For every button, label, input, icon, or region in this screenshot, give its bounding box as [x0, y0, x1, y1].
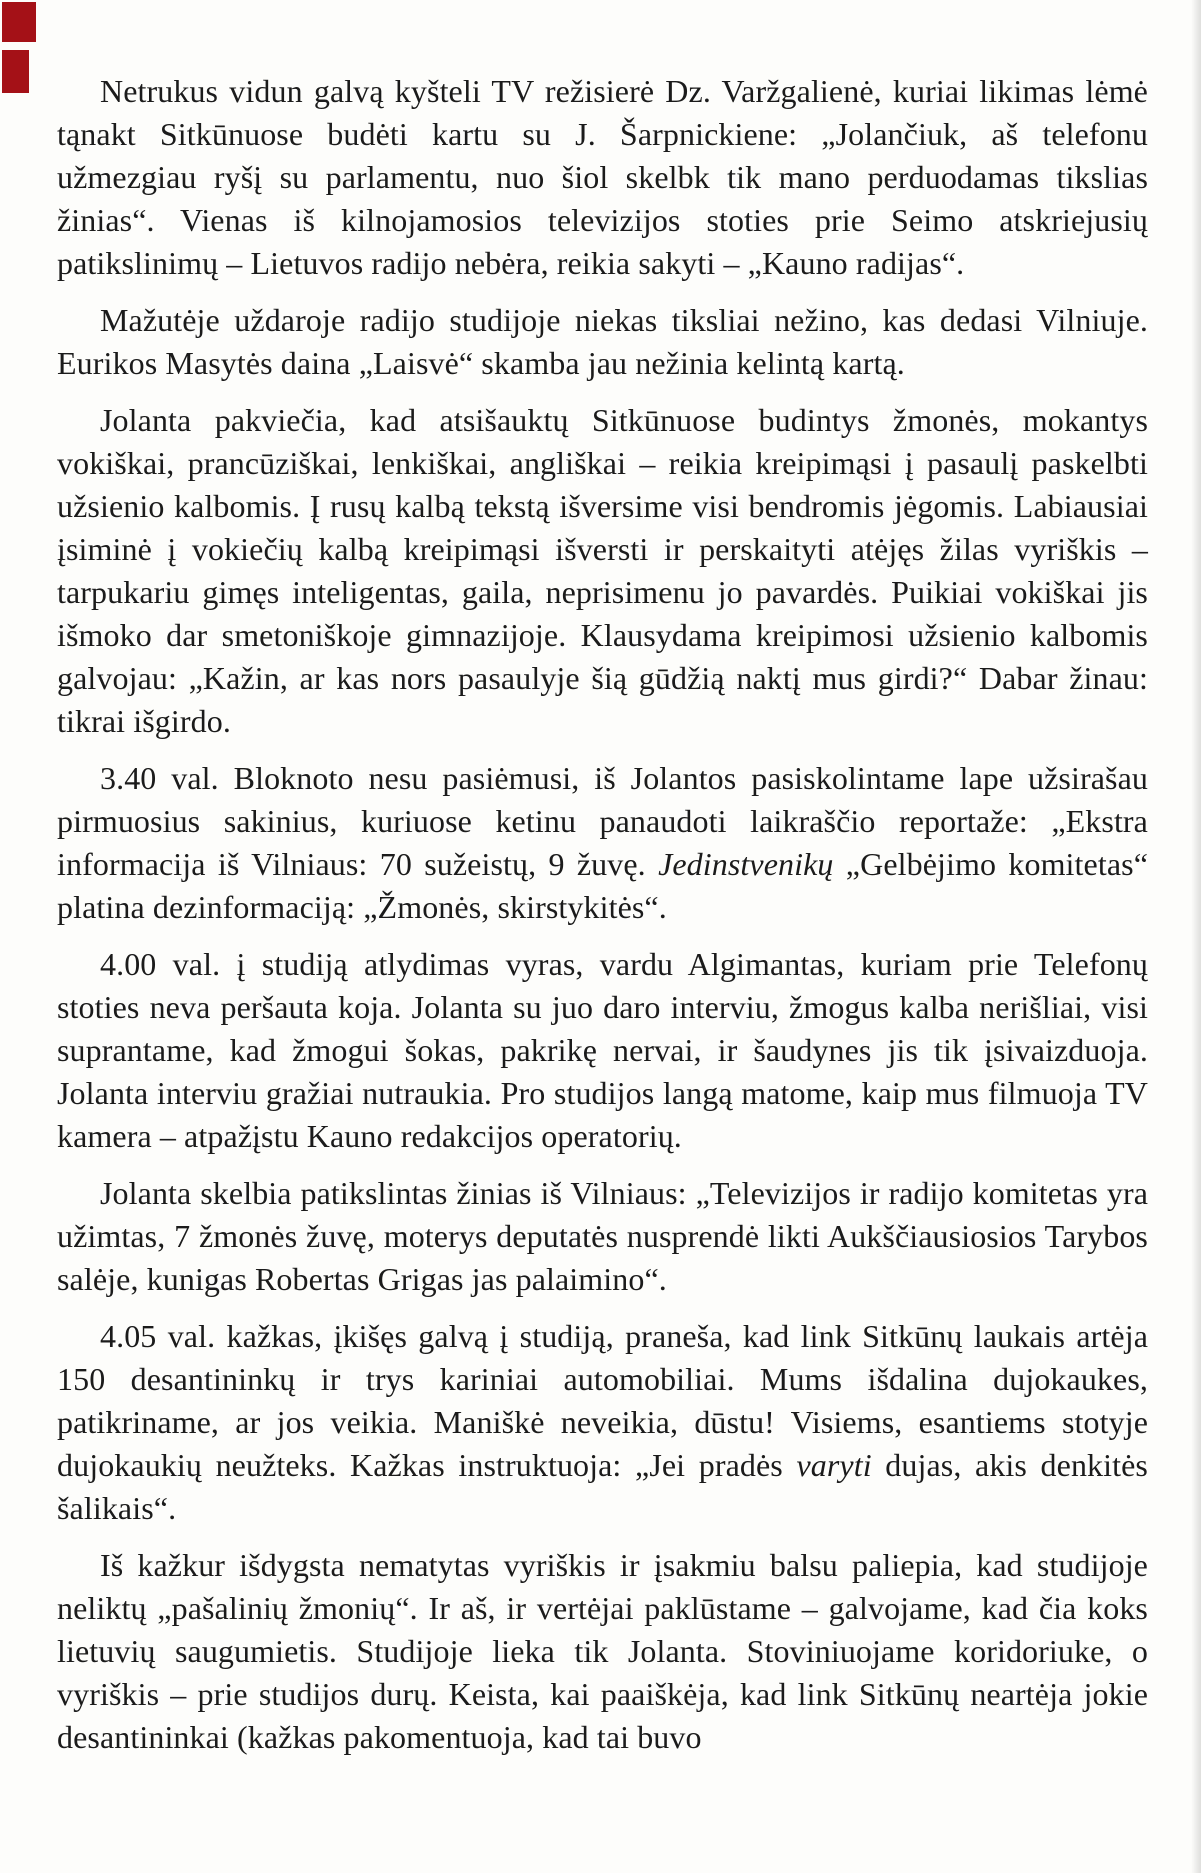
text-segment: 3.40 val. Bloknoto nesu pasiėmusi, iš Jolantos pasiskolintame lape užsirašau pirmuosius sakinius, kuriuose ketinu panaudoti laikraščio reportaže: „Ekstra informacija iš Vilniaus: 70 sužeistų, 9 žuvę. — [57, 760, 1148, 882]
paragraph — [57, 943, 1148, 1158]
paragraph — [57, 1315, 1148, 1530]
text-segment-italic: Jedinstvenikų — [658, 846, 834, 882]
text-segment: 4.05 val. kažkas, įkišęs galvą į studiją, praneša, kad link Sitkūnų laukais artėja 150 desantininkų ir trys kariniai automobiliai. Mums išdalina dujokaukes, patikriname, ar jos veikia. Maniškė neveikia, dūstu! Visiems, esantiems stotyje dujokaukių neužteks. Kažkas instruktuoja: „Jei pradės — [57, 1318, 1148, 1483]
scan-artifact-red-mark-bottom — [2, 50, 29, 93]
paragraph — [57, 1544, 1148, 1759]
text-segment: 4.00 val. į studiją atlydimas vyras, vardu Algimantas, kuriam prie Telefonų stoties neva peršauta koja. Jolanta su juo daro interviu, žmogus kalba nerišliai, visi suprantame, kad žmogui šokas, pakrikę nervai, ir šaudynes jis tik įsivaizduoja. Jolanta interviu gražiai nutraukia. Pro studijos langą matome, kaip mus filmuoja TV kamera – atpažįstu Kauno redakcijos operatorių. — [57, 946, 1148, 1154]
paragraph — [57, 1172, 1148, 1301]
text-segment: dujas, akis denkitės šalikais“. — [57, 1447, 1148, 1526]
scan-artifact-red-mark-top — [2, 2, 36, 42]
page-text — [57, 70, 1148, 1773]
paragraph — [57, 399, 1148, 743]
text-segment: Netrukus vidun galvą kyšteli TV režisierė Dz. Varžgalienė, kuriai likimas lėmė tąnakt Sitkūnuose budėti kartu su J. Šarpnickiene: „Jolančiuk, aš telefonu užmezgiau ryšį su parlamentu, nuo šiol skelbk tik mano perduodamas tikslias žinias“. Vienas iš kilnojamosios televizijos stoties prie Seimo atskriejusių patikslinimų – Lietuvos radijo nebėra, reikia sakyti – „Kauno radijas“. — [57, 73, 1148, 281]
paragraph — [57, 757, 1148, 929]
text-segment: „Gelbėjimo komitetas“ platina dezinformaciją: „Žmonės, skirstykitės“. — [57, 846, 1148, 925]
paragraph — [57, 70, 1148, 285]
text-segment: Mažutėje uždaroje radijo studijoje niekas tiksliai nežino, kas dedasi Vilniuje. Eurikos Masytės daina „Laisvė“ skamba jau nežinia kelintą kartą. — [57, 302, 1148, 381]
text-segment: Jolanta pakviečia, kad atsišauktų Sitkūnuose budintys žmonės, mokantys vokiškai, prancūziškai, lenkiškai, angliškai – reikia kreipimąsi į pasaulį paskelbti užsienio kalbomis. Į rusų kalbą tekstą išversime visi bendromis jėgomis. Labiausiai įsiminė į vokiečių kalbą kreipimąsi išversti ir perskaityti atėjęs žilas vyriškis – tarpukariu gimęs inteligentas, gaila, neprisimenu jo pavardės. Puikiai vokiškai jis išmoko dar smetoniškoje gimnazijoje. Klausydama kreipimosi užsienio kalbomis galvojau: „Kažin, ar kas nors pasaulyje šią gūdžią naktį mus girdi?“ Dabar žinau: tikrai išgirdo. — [57, 402, 1148, 739]
text-segment-italic: varyti — [796, 1447, 872, 1483]
text-segment: Iš kažkur išdygsta nematytas vyriškis ir įsakmiu balsu paliepia, kad studijoje neliktų „pašalinių žmonių“. Ir aš, ir vertėjai paklūstame – galvojame, kad čia koks lietuvių saugumietis. Studijoje lieka tik Jolanta. Stoviniuojame koridoriuke, o vyriškis – prie studijos durų. Keista, kai paaiškėja, kad link Sitkūnų neartėja jokie desantininkai (kažkas pakomentuoja, kad tai buvo — [57, 1547, 1148, 1755]
scan-edge-shadow — [1191, 0, 1201, 1873]
text-segment: Jolanta skelbia patikslintas žinias iš Vilniaus: „Televizijos ir radijo komitetas yra užimtas, 7 žmonės žuvę, moterys deputatės nusprendė likti Aukščiausiosios Tarybos salėje, kunigas Robertas Grigas jas palaimino“. — [57, 1175, 1148, 1297]
paragraph — [57, 299, 1148, 385]
